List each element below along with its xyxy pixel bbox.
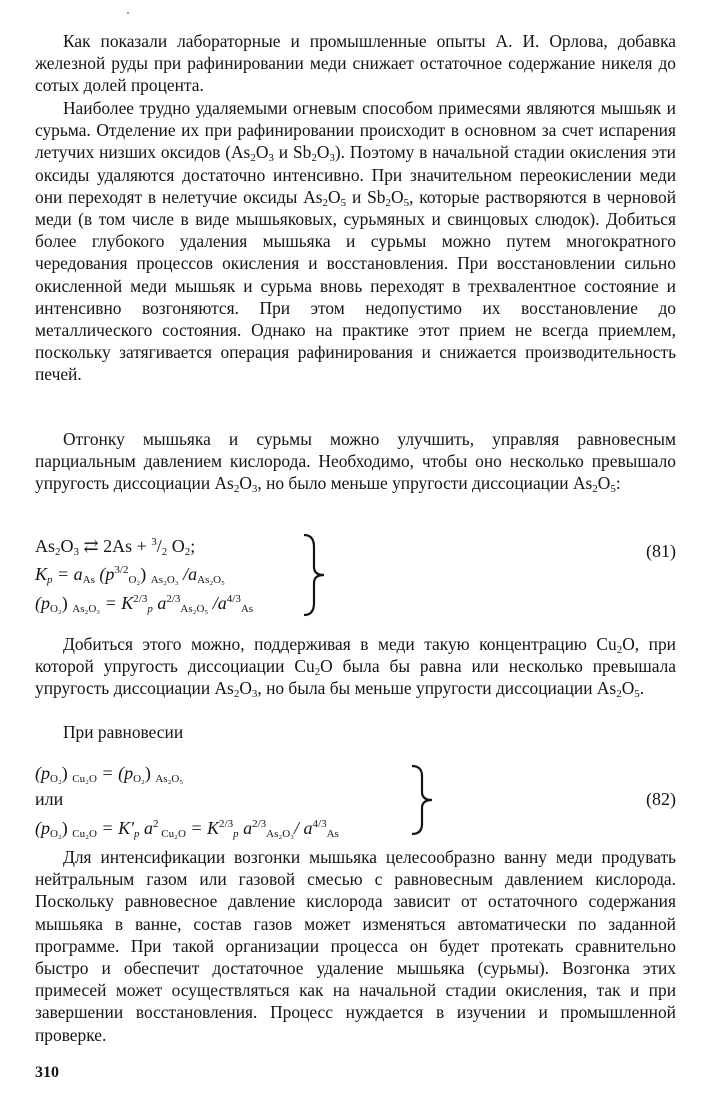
subscript: 2: [616, 688, 622, 701]
text: и Sb: [346, 186, 386, 207]
text: O, при которой упругость диссоциации Cu: [35, 634, 676, 677]
text: , которые растворяются в черновой меди (в том числе в виде мышьяковых, сурьмяных и свинцовых слюдок). Добиться более глубокого удаления мышьяка и сурьмы можно путем многократного чередования процессов окисления и восстановления. При восстановлении сильно окисленной меди мышьяк и сурьма вновь переходят в трехвалентное состояние и интенсивно возгоняются. При этом недопустимо их восстановление до металлического состояния. Однако на практике этот прием не всегда приемлем, поскольку затягивается операция рафинирования и снижается производительность печей.: [35, 186, 677, 385]
text: :: [615, 473, 621, 494]
equation-81-line-3: $(p_{O_2}) _{As_2O_3} = K^{2/3}_p$ $a^{2/3}_{As_2O_5}$ $/a^{4/3}_{As}$: [35, 593, 254, 615]
paragraph-equilibrium: При равновесии: [63, 722, 184, 742]
text: O: [239, 473, 252, 494]
text: , но была бы меньше упругости диссоциации As: [257, 678, 617, 699]
text: , но было меньше упругости диссоциации As: [257, 473, 593, 494]
text: и Sb: [273, 142, 312, 163]
paragraph-distillation: [35, 428, 676, 495]
text: .: [639, 678, 645, 699]
subscript: 2: [311, 152, 317, 165]
equation-81-line-1: $As_2O_3$ ⇄ $2As + ^3/_2$ $O_2$;: [35, 536, 196, 558]
right-brace-icon: [408, 764, 438, 836]
text: Отгонку мышьяка и сурьмы можно улучшить, управляя равновесным парциальным давлением кислорода. Необходимо, чтобы оно несколько превышало упругость диссоциации As: [35, 429, 676, 494]
text: O: [316, 142, 330, 163]
subscript: 5: [403, 196, 410, 209]
paragraph-cu2o-concentration: [35, 633, 676, 700]
right-brace-icon: [300, 533, 330, 617]
subscript: 3: [251, 688, 258, 701]
subscript: 2: [616, 644, 623, 656]
subscript: 3: [268, 152, 274, 165]
page-number: 310: [35, 1064, 59, 1081]
subscript: 2: [250, 152, 256, 165]
equation-number-81: (81): [646, 541, 676, 561]
subscript: 2: [314, 666, 321, 679]
subscript: 2: [592, 483, 598, 496]
scan-speck: [127, 12, 129, 14]
paragraph-intensification: Для интенсификации возгонки мышьяка целесообразно ванну меди продувать нейтральным газом или газовой смесью с равновесным давлением кислорода. Поскольку равновесное давление кислорода зависит от остаточного содержания мышьяка в ванне, состав газов может изменяться автоматически по заданной программе. При такой организации процесса он будет протекать сравнительно быстро и обеспечит достаточное удаление мышьяка (сурьмы). Возгонка этих примесей может осуществляться как на начальной стадии окисления, так и при завершении восстановления. Процесс нуждается в изучении и промышленной проверке.: [35, 847, 676, 1045]
text: O: [239, 678, 252, 699]
text: Добиться этого можно, поддерживая в меди такую концентрацию Cu: [63, 634, 617, 654]
subscript: 3: [251, 483, 258, 496]
text: ). Поэтому в начальной стадии окисления эти оксиды удаляются достаточно интенсивно. При значительном переокислении меди они переходят в нелетучие оксиды As: [35, 142, 676, 207]
text: Наиболее трудно удаляемыми огневым способом примесями являются мышьяк и сурьма. Отделение их при рафинировании происходит в основном за счет испарения летучих низших оксидов (As: [35, 98, 676, 163]
equation-82-line-3: $(p_{O_2}) _{Cu_2O} = K'_p$ $a^2$ $_{Cu_2O} = K^{2/3}_p$ $a^{2/3}_{As_2O_3}/$ $a^{4/3}_{As}$: [35, 818, 339, 840]
equation-82-line-2: или: [35, 789, 64, 809]
subscript: 2: [385, 196, 391, 209]
text: O: [255, 142, 269, 163]
text: O: [328, 186, 341, 207]
equation-82-line-1: $(p_{O_2}) _{Cu_2O} = (p_{O_2})$ $_{As_2O_5}$: [35, 763, 184, 785]
paragraph-arsenic-antimony: [35, 97, 676, 386]
text: O была бы равна или несколько превышала упругость диссоциации As: [35, 656, 676, 699]
subscript: 5: [610, 483, 616, 496]
equation-number-82: (82): [646, 789, 676, 809]
text: O: [597, 473, 611, 494]
equation-81-line-2: $K_p = a_{As}$ $(p^{3/2}_{O_2})$ $_{As_2O_3}$ $/a_{As_2O_5}$: [35, 564, 225, 586]
subscript: 2: [233, 688, 240, 701]
subscript: 5: [634, 688, 640, 701]
paragraph-orlov: Как показали лабораторные и промышленные опыты А. И. Орлова, добавка железной руды при рафинировании меди снижает остаточное содержание никеля до сотых долей процента.: [35, 31, 676, 96]
subscript: 5: [340, 196, 347, 209]
subscript: 3: [329, 152, 335, 165]
text: O: [621, 678, 635, 699]
subscript: 2: [322, 196, 329, 209]
text: O: [391, 186, 404, 207]
subscript: 2: [233, 483, 240, 496]
